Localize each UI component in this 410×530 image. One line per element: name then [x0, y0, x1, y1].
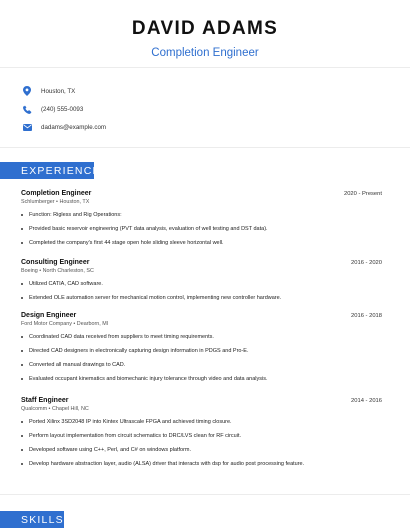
- job-bullet: Function: Rigless and Rig Operations:: [21, 212, 382, 218]
- job-entry: [21, 397, 382, 467]
- job-company: Schlumberger • Houston, TX: [21, 199, 90, 205]
- contact-email: [22, 118, 106, 136]
- job-role: Consulting Engineer: [21, 259, 90, 266]
- skills-section-heading: SKILLS: [0, 511, 64, 528]
- job-role: Design Engineer: [21, 312, 77, 319]
- experience-divider: [0, 494, 410, 495]
- job-entry: [21, 259, 382, 301]
- job-dates: 2020 - Present: [343, 191, 382, 197]
- job-company: Ford Motor Company • Dearborn, MI: [21, 321, 109, 327]
- contact-location-text: Houston, TX: [41, 87, 76, 95]
- job-bullet: Developed software using C++, Perl, and C# on windows platform.: [21, 447, 382, 453]
- job-entry: [21, 312, 382, 382]
- location-pin-icon: [22, 86, 32, 96]
- job-company: Boeing • North Charleston, SC: [21, 268, 94, 274]
- contact-phone-text: (240) 555-0093: [41, 105, 84, 113]
- contact-location: [22, 82, 106, 100]
- job-role: Completion Engineer: [21, 190, 92, 197]
- contact-list: [22, 82, 106, 136]
- header-divider: [0, 67, 410, 68]
- resume-header: [0, 0, 410, 59]
- candidate-title: Completion Engineer: [151, 47, 259, 59]
- job-bullet: Directed CAD designers in electronically capturing design information in PDGS and Pro-E.: [21, 348, 382, 354]
- job-bullet: Provided basic reservoir engineering (PVT data analysis, evaluation of well testing and DST data).: [21, 226, 382, 232]
- contact-email-text: dadams@example.com: [41, 123, 107, 131]
- candidate-name: DAVID ADAMS: [131, 18, 279, 39]
- job-dates: 2016 - 2020: [351, 260, 382, 266]
- job-bullet: Evaluated occupant kinematics and biomechanic injury tolerance through video and data analysis.: [21, 376, 382, 382]
- email-icon: [22, 122, 32, 132]
- job-dates: 2016 - 2018: [351, 313, 382, 319]
- job-bullet: Ported Xilinx 3SD2048 IP into Kintex Ultrascale FPGA and achieved timing closure.: [21, 419, 382, 425]
- contact-divider: [0, 147, 410, 148]
- job-bullet: Perform layout implementation from circuit schematics to DRC/LVS clean for RF circuit.: [21, 433, 382, 439]
- job-bullet: Extended OLE automation server for mechanical motion control, implementing new controller hardware.: [21, 295, 382, 301]
- job-entry: [21, 190, 382, 246]
- job-bullet: Converted all manual drawings to CAD.: [21, 362, 382, 368]
- job-company: Qualcomm • Chapel Hill, NC: [21, 406, 89, 412]
- job-bullet: Completed the company's first 44 stage open hole sliding sleeve horizontal well.: [21, 240, 382, 246]
- contact-phone: [22, 100, 106, 118]
- job-role: Staff Engineer: [21, 397, 69, 404]
- job-bullet: Utilized CATIA, CAD software.: [21, 281, 382, 287]
- job-bullet: Develop hardware abstraction layer, audio (ALSA) driver that interacts with dsp for audio post processing feature.: [21, 461, 382, 467]
- job-bullet: Coordinated CAD data received from suppliers to meet timing requirements.: [21, 334, 382, 340]
- phone-icon: [22, 104, 32, 114]
- job-dates: 2014 - 2016: [351, 398, 382, 404]
- experience-section-heading: EXPERIENCE: [0, 162, 94, 179]
